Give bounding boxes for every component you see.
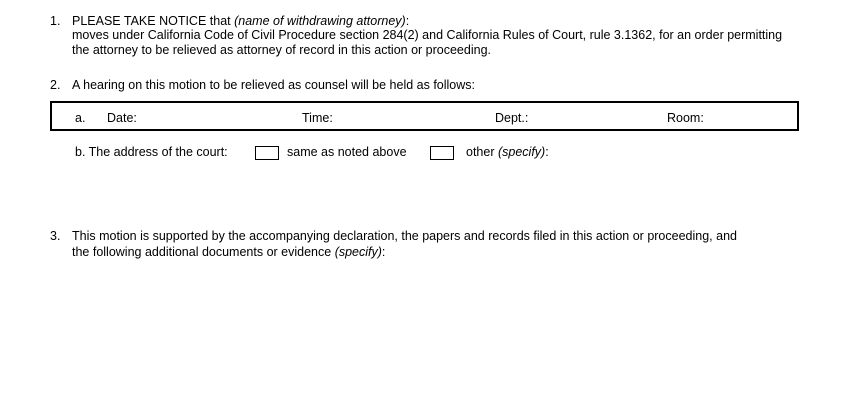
item-1-line-1 xyxy=(72,14,409,28)
item-3-line-2-text: the following additional documents or evidence xyxy=(72,245,332,259)
item-1-lead: PLEASE TAKE NOTICE that xyxy=(72,14,231,28)
withdrawing-attorney-hint: (name of withdrawing attorney) xyxy=(234,14,406,28)
specify-hint: (specify) xyxy=(497,145,546,159)
item-1-number: 1. xyxy=(50,14,61,28)
room-label: Room: xyxy=(667,111,704,125)
item-1-line-2: moves under California Code of Civil Procedure section 284(2) and California Rules of Court, rule 3.1362, for an order permitting xyxy=(72,28,783,42)
row-a-letter: a. xyxy=(75,111,86,125)
item-3-line-1: This motion is supported by the accompanying declaration, the papers and records filed in this action or proceeding, and xyxy=(72,229,737,243)
item-3-number: 3. xyxy=(50,229,61,243)
same-as-noted-checkbox[interactable] xyxy=(255,146,279,160)
time-label: Time: xyxy=(302,111,333,125)
item-2-number: 2. xyxy=(50,78,61,92)
item-1-colon: : xyxy=(405,14,410,28)
court-address-label: b. The address of the court: xyxy=(75,145,228,159)
item-3-colon: : xyxy=(381,245,386,259)
date-label: Date: xyxy=(107,111,137,125)
same-as-noted-label: same as noted above xyxy=(287,145,407,159)
other-address-label xyxy=(466,145,549,159)
item-1-line-3: the attorney to be relieved as attorney of record in this action or proceeding. xyxy=(72,43,491,57)
item-3-specify-hint: (specify) xyxy=(334,245,382,259)
item-2-text: A hearing on this motion to be relieved as counsel will be held as follows: xyxy=(72,78,476,92)
other-label-text: other xyxy=(466,145,495,159)
other-address-checkbox[interactable] xyxy=(430,146,454,160)
dept-label: Dept.: xyxy=(495,111,529,125)
item-3-line-2 xyxy=(72,245,385,259)
other-colon: : xyxy=(545,145,549,159)
